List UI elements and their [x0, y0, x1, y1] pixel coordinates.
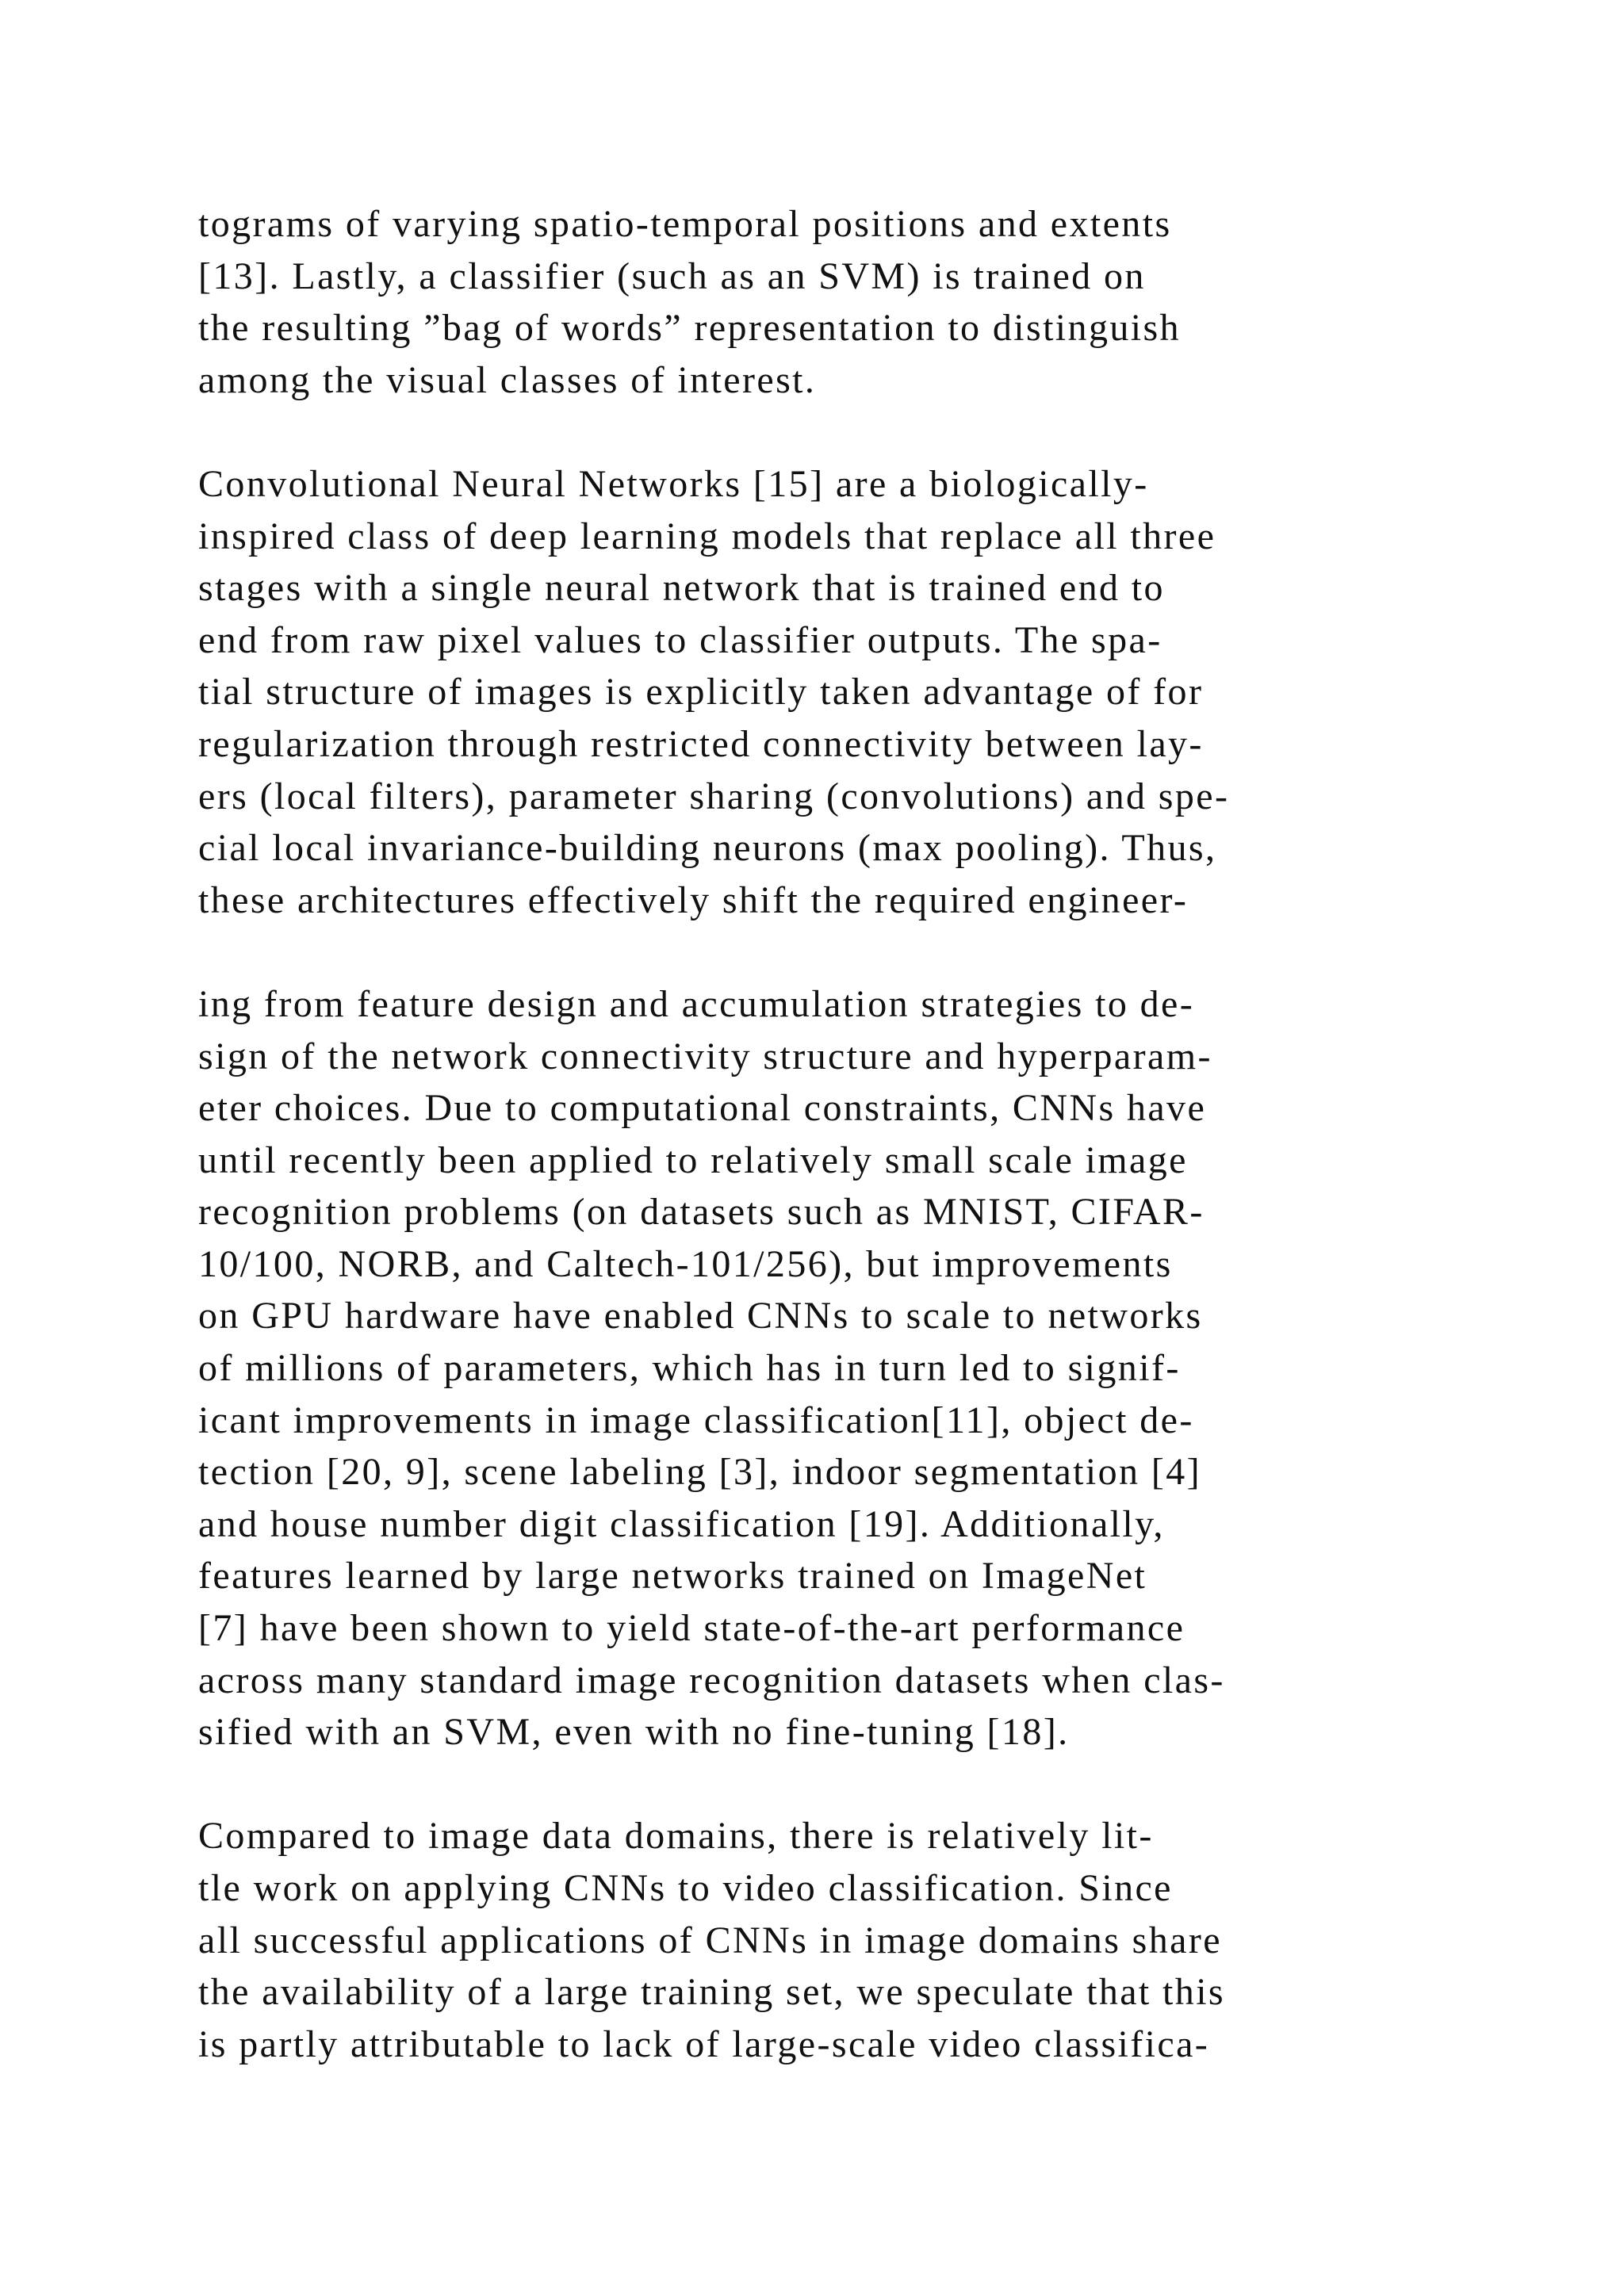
paragraph-cnn-intro: [198, 458, 1435, 926]
text-line: tle work on applying CNNs to video classification. Since: [198, 1867, 1173, 1909]
text-line: inspired class of deep learning models that replace all three: [198, 515, 1216, 557]
text-line: Convolutional Neural Networks [15] are a biologically-: [198, 462, 1149, 505]
text-line: these architectures effectively shift the required engineer-: [198, 878, 1189, 921]
text-line: tial structure of images is explicitly taken advantage of for: [198, 671, 1204, 714]
text-line: 10/100, NORB, and Caltech-101/256), but improvements: [198, 1242, 1173, 1285]
text-line: of millions of parameters, which has in turn led to signif-: [198, 1347, 1181, 1390]
text-line: Compared to image data domains, there is relatively lit-: [198, 1815, 1154, 1858]
paragraph-cnn-progress: [198, 978, 1435, 1758]
paragraph-gap: [198, 926, 1435, 978]
text-line: on GPU hardware have enabled CNNs to scale to networks: [198, 1295, 1203, 1337]
text-line: all successful applications of CNNs in image domains share: [198, 1919, 1222, 1961]
text-line: tograms of varying spatio-temporal positions and extents: [198, 203, 1172, 245]
text-line: icant improvements in image classification[11], object de-: [198, 1399, 1194, 1441]
text-column: [198, 198, 1435, 2070]
text-line: [13]. Lastly, a classifier (such as an SVM) is trained on: [198, 254, 1146, 297]
text-line: the availability of a large training set, we speculate that this: [198, 1971, 1226, 2014]
text-line: the resulting ”bag of words” representation to distinguish: [198, 307, 1181, 350]
text-line: regularization through restricted connectivity between lay-: [198, 722, 1204, 765]
text-line: until recently been applied to relatively small scale image: [198, 1138, 1188, 1181]
text-line: ers (local filters), parameter sharing (convolutions) and spe-: [198, 775, 1230, 817]
text-line: eter choices. Due to computational constraints, CNNs have: [198, 1087, 1207, 1130]
text-line: among the visual classes of interest.: [198, 358, 817, 401]
text-line: [7] have been shown to yield state-of-the-art performance: [198, 1607, 1185, 1650]
paragraph-video-classification: [198, 1810, 1435, 2070]
text-line: ing from feature design and accumulation strategies to de-: [198, 982, 1195, 1025]
paragraph-gap: [198, 406, 1435, 458]
text-line: recognition problems (on datasets such as MNIST, CIFAR-: [198, 1191, 1205, 1234]
paragraph-histograms: [198, 198, 1435, 406]
text-line: tection [20, 9], scene labeling [3], indoor segmentation [4]: [198, 1451, 1201, 1494]
text-line: and house number digit classification [19]. Additionally,: [198, 1502, 1165, 1545]
paragraph-gap: [198, 1758, 1435, 1811]
text-line: across many standard image recognition datasets when clas-: [198, 1659, 1225, 1701]
text-line: sified with an SVM, even with no fine-tuning [18].: [198, 1711, 1070, 1754]
text-line: features learned by large networks trained on ImageNet: [198, 1555, 1147, 1598]
text-line: cial local invariance-building neurons (max pooling). Thus,: [198, 827, 1217, 870]
text-line: sign of the network connectivity structure and hyperparam-: [198, 1035, 1212, 1077]
text-line: stages with a single neural network that is trained end to: [198, 567, 1165, 610]
text-line: end from raw pixel values to classifier outputs. The spa-: [198, 618, 1162, 661]
text-line: is partly attributable to lack of large-scale video classifica-: [198, 2022, 1210, 2065]
